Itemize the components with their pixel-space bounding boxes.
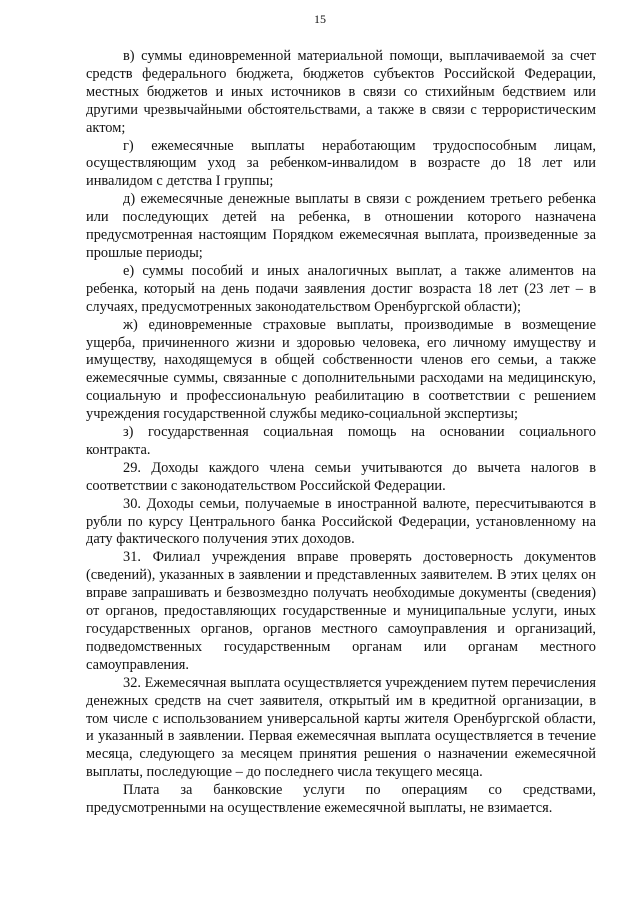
paragraph-clause-32: 32. Ежемесячная выплата осуществляется учреждением путем перечисления денежных средств на счет заявителя, открытый им в кредитной организации, в том числе с использованием универсальной карты жителя Оренбургской области, и указанный в заявлении. Первая ежемесячная выплата осуществляется в течение месяца, следующего за месяцем принятия решения о назначении ежемесячной выплаты, последующие – до последнего числа текущего месяца. xyxy=(86,674,596,781)
paragraph-item-z: з) государственная социальная помощь на основании социального контракта. xyxy=(86,424,596,458)
paragraph-item-v: в) суммы единовременной материальной помощи, выплачиваемой за счет средств федерального бюджета, бюджетов субъектов Российской Федерации, местных бюджетов и иных источников в связи со стихийным бедствием или другими чрезвычайными обстоятельствами, а также в связи с террористическим актом; xyxy=(86,48,596,136)
paragraph-clause-30: 30. Доходы семьи, получаемые в иностранной валюте, пересчитываются в рубли по курсу Центрального банка Российской Федерации, установленному на дату фактического получения этих доходов. xyxy=(86,495,596,548)
document-body xyxy=(86,48,596,818)
paragraph-clause-31: 31. Филиал учреждения вправе проверять достоверность документов (сведений), указанных в заявлении и представленных заявителем. В этих целях он вправе запрашивать и безвозмездно получать необходимые документы (сведения) от органов, предоставляющих государственные и муниципальные услуги, иных государственных органов, органов местного самоуправления и организаций, подведомственных государственным органам или органам местного самоуправления. xyxy=(86,549,596,673)
paragraph-item-e: е) суммы пособий и иных аналогичных выплат, а также алиментов на ребенка, который на день подачи заявления достиг возраста 18 лет (23 лет – в случаях, предусмотренных законодательством Оренбургской области); xyxy=(86,262,596,315)
paragraph-item-d: д) ежемесячные денежные выплаты в связи с рождением третьего ребенка или последующих детей на ребенка, в отношении которого назначена предусмотренная настоящим Порядком ежемесячная выплата, произведенные за прошлые периоды; xyxy=(86,191,596,261)
paragraph-item-zh: ж) единовременные страховые выплаты, производимые в возмещение ущерба, причиненного жизни и здоровью человека, его личному имуществу и имуществу, находящемуся в общей собственности членов его семьи, а также ежемесячные суммы, связанные с дополнительными расходами на медицинскую, социальную и профессиональную реабилитацию в соответствии с решением учреждения государственной службы медико-социальной экспертизы; xyxy=(86,316,596,423)
paragraph-bank-fees: Плата за банковские услуги по операциям со средствами, предусмотренными на осуществление ежемесячной выплаты, не взимается. xyxy=(86,782,596,817)
page-number: 15 xyxy=(314,12,326,26)
paragraph-item-g: г) ежемесячные выплаты неработающим трудоспособным лицам, осуществляющим уход за ребенком-инвалидом в возрасте до 18 лет или инвалидом с детства I группы; xyxy=(86,137,596,190)
paragraph-clause-29: 29. Доходы каждого члена семьи учитываются до вычета налогов в соответствии с законодательством Российской Федерации. xyxy=(86,459,596,494)
